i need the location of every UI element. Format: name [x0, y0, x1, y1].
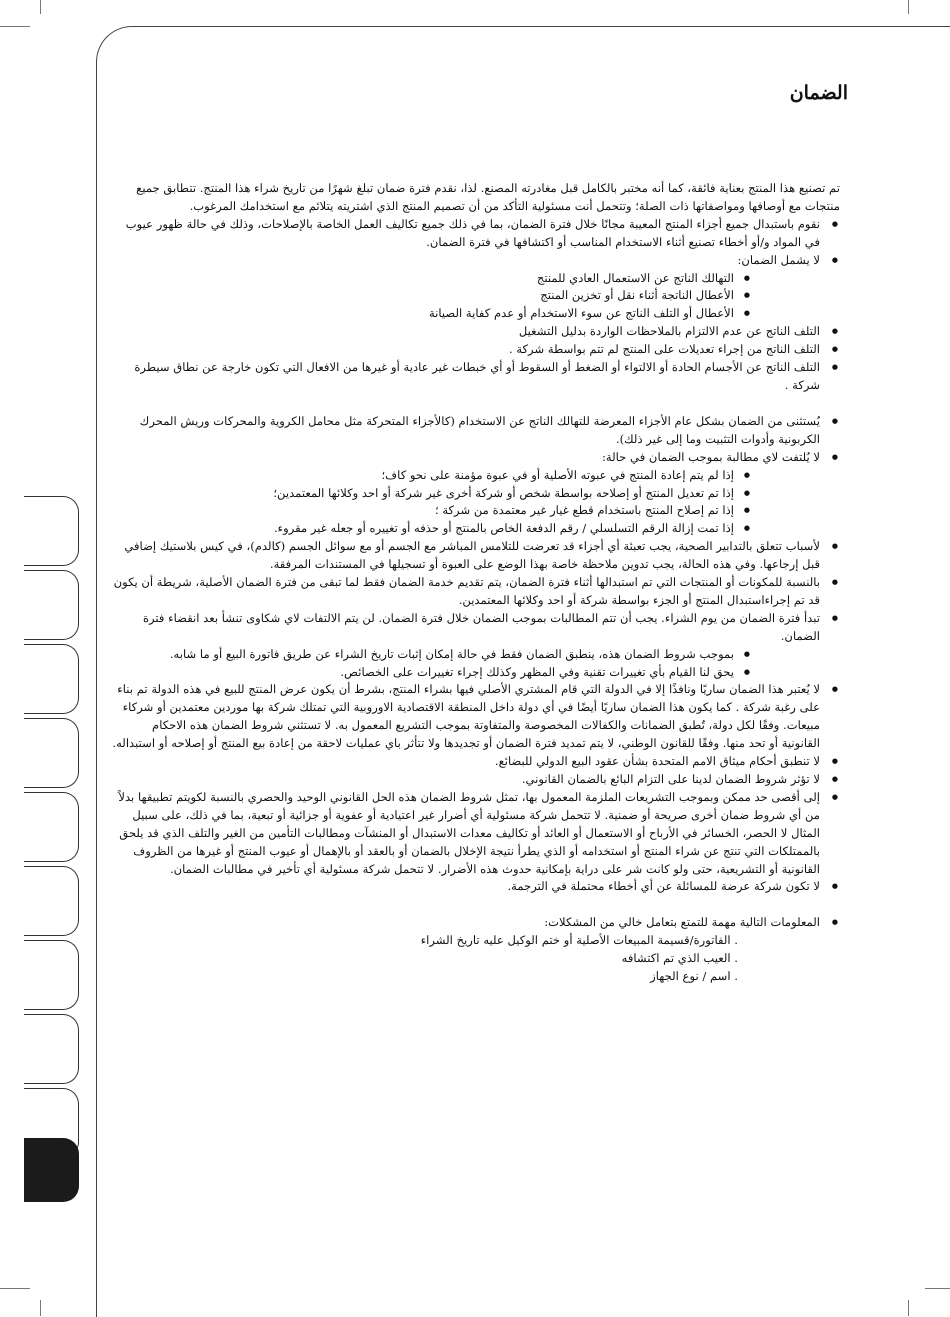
- list-item: ● التلف الناتج عن عدم الالتزام بالملاحظات الواردة بدليل التشغيل: [112, 323, 840, 341]
- list-item: ● بالنسبة للمكونات أو المنتجات التي تم استبدالها أثناء فترة الضمان، يتم تقديم خدمة الضمان فقط لما تبقى من فترة الضمان الأصلية، شريطة أن يكون قد تم إجراءاستبدال المنتج أو الجزء بواسطة شركة أو احد وكلائها المعتمدين.: [112, 574, 840, 610]
- side-tab-active: [24, 1138, 79, 1202]
- list-item: ● لا تؤثر شروط الضمان لدينا على التزام البائع بالضمان القانوني.: [112, 771, 840, 789]
- list-item: ● المعلومات التالية مهمة للتمتع بتعامل خالي من المشكلات:: [112, 914, 840, 932]
- list-item: ● التهالك الناتج عن الاستعمال العادي للمنتج: [112, 270, 840, 288]
- list-item: ● لا يشمل الضمان:: [112, 252, 840, 270]
- section-5: [112, 681, 840, 896]
- list-item: ● الأعطال الناتجة أثناء نقل أو تخزين المنتج: [112, 287, 840, 305]
- crop-mark: [0, 1288, 30, 1289]
- list-item: ● إذا تمت إزالة الرقم التسلسلي / رقم الدفعة الخاص بالمنتج أو حذفه أو تغييره أو جعله غير مقروء.: [112, 520, 840, 538]
- side-tab: [24, 570, 79, 640]
- conditions-list: [112, 646, 840, 682]
- not-covered-list: [112, 270, 840, 324]
- list-item: ● التلف الناتج عن الأجسام الحادة أو الالتواء أو الضغط أو السقوط أو أي خبطات غير عادية أو غيرها من الافعال التي تكون خارجة عن نطاق سيطرة شركة .: [112, 359, 840, 395]
- side-tab: [24, 718, 79, 788]
- section-6: [112, 914, 840, 932]
- section-3: [112, 413, 840, 467]
- spacer: [112, 896, 840, 914]
- side-tab: [24, 866, 79, 936]
- info-list: [112, 932, 840, 986]
- warranty-text: [112, 180, 840, 986]
- list-item: ● الأعطال أو التلف الناتج عن سوء الاستخدام أو عدم كفاية الصيانة: [112, 305, 840, 323]
- list-item: ● لا يُلتفت لاي مطالبة بموجب الضمان في حالة:: [112, 449, 840, 467]
- info-item: . اسم / نوع الجهاز: [650, 969, 738, 984]
- list-item: ● بموجب شروط الضمان هذه، ينطبق الضمان فقط في حالة إمكان إثبات تاريخ الشراء عن طريق فاتورة البيع أو ما شابه.: [112, 646, 840, 664]
- section-4: [112, 538, 840, 645]
- list-item: ● التلف الناتج من إجراء تعديلات على المنتج لم تتم بواسطة شركة .: [112, 341, 840, 359]
- spacer: [112, 395, 840, 413]
- list-item: ● نقوم باستبدال جميع أجزاء المنتج المعيبة مجانًا خلال فترة الضمان، بما في ذلك جميع تكاليف العمل الخاصة بالإصلاحات، وذلك في حالة ظهور عيوب في المواد و/أو أخطاء تصنيع أثناء الاستخدام المناسب أو اكتشافها في فترة الضمان.: [112, 216, 840, 252]
- info-item: . الفاتورة/قسيمة المبيعات الأصلية أو ختم الوكيل عليه تاريخ الشراء: [420, 933, 738, 948]
- list-item: ● إلى أقصى حد ممكن وبموجب التشريعات الملزمة المعمول بها، تمثل شروط الضمان هذه الحل القانوني الوحيد والحصري بالنسبة لكويتم تطبيقها بدلاً من أي شروط ضمان أخرى صريحة أو ضمنية. لا تتحمل شركة مسئولية أي أضرار غير اعتيادية أو عفوية أو جزائية أو تبعية، بما في ذلك، على سبيل المثال لا الحصر، الخسائر في الأرباح أو الاستعمال أو العائد أو تكاليف معدات الاستبدال أو المنشآت ومطالبات التأمين من الغير والتلف الذي قد يلحق بالممتلكات التي تنتج عن شراء المنتج أو استخدامه أو الذي يطرأ نتيجة الإخلال بالضمان أو بالعقد أو بالإهمال أو عيوب المنتج أو غيرها من الظروف القانونية أو التشريعية، حتى ولو كانت شر على دراية بإمكانية حدوث هذه الأضرار. لا تتحمل شركة مسئولية أي تأخير في مطالبات الضمان.: [112, 789, 840, 879]
- side-tab: [24, 644, 79, 714]
- list-item: ● لأسباب تتعلق بالتدابير الصحية، يجب تعبئة أي أجزاء قد تعرضت للتلامس المباشر مع الجسم أو مع سوائل الجسم (كالدم)، في كيس بلاستيك إضافي قبل إرجاعها. وفي هذه الحالة، يجب تدوين ملاحظة خاصة بهذا الوضع على العبوة أو تسجيلها في المستندات المرفقة.: [112, 538, 840, 574]
- crop-mark: [908, 0, 909, 14]
- side-tab: [24, 940, 79, 1010]
- list-item: ● لا تنطبق أحكام ميثاق الامم المتحدة بشأن عقود البيع الدولي للبضائع.: [112, 753, 840, 771]
- claims-rejected-list: [112, 467, 840, 539]
- side-tab: [24, 792, 79, 862]
- list-item: ● إذا تم تعديل المنتج أو إصلاحه بواسطة شخص أو شركة أخرى غير شركة أو احد وكلائها المعتمدين؛: [112, 485, 840, 503]
- side-tab: [24, 1014, 79, 1084]
- info-item: . العيب الذي تم اكتشافه: [621, 951, 738, 966]
- side-tab: [24, 496, 79, 566]
- section-1: [112, 216, 840, 270]
- list-item: ● إذا لم يتم إعادة المنتج في عبوته الأصلية أو في عبوة مؤمنة على نحو كاف؛: [112, 467, 840, 485]
- section-2: [112, 323, 840, 395]
- page-title: الضمان: [789, 82, 848, 104]
- intro-paragraph: تم تصنيع هذا المنتج بعناية فائقة، كما أنه مختبر بالكامل قبل مغادرته المصنع. لذا، نقدم فترة ضمان تبلغ شهرًا من تاريخ شراء هذا المنتج. تتطابق جميع منتجات مع أوصافها ومواصفاتها ذات الصلة؛ وتتحمل أنت مسئولية التأكد من أن تصميم المنتج الذي اشتريته يتلائم مع استخدامك المرغوب.: [136, 181, 840, 213]
- list-item: ● يحق لنا القيام بأي تغييرات تقنية وفي المظهر وكذلك إجراء تغييرات على الخصائص.: [112, 664, 840, 682]
- list-item: ● يُستثنى من الضمان بشكل عام الأجزاء المعرضة للتهالك الناتج عن الاستخدام (كالأجزاء المتحركة مثل محامل الكروية والمحركات وريش المحرك الكربونية وأدوات التثبيت وما إلى غير ذلك).: [112, 413, 840, 449]
- crop-mark: [40, 0, 41, 14]
- list-item: ● إذا تم إصلاح المنتج باستخدام قطع غيار غير معتمدة من شركة ؛: [112, 502, 840, 520]
- list-item: ● لا يُعتبر هذا الضمان ساريًا ونافذًا إلا في الدولة التي قام المشتري الأصلي فيها بشراء المنتج، بشرط أن يكون عرض المنتج للبيع في هذه الدولة تم بناء على رغبة شركة . كما يكون هذا الضمان ساريًا أيضًا في أي دولة داخل المنطقة الاقتصادية الاوروبية التي تمتلك شركة بها موردين معتمدين أو شركاء مبيعات. وفقًا لكل دولة، تُطبق الضمانات والكفالات المخصوصة والمتفاوتة بموجب التشريع المعمول به. لا تستثني شروط الضمان هذه الاحكام القانونية أو تحد منها. وفقًا للقانون الوطني، لا يتم تمديد فترة الضمان أو تجديدها ولا تتأثر باي عمليات لاحقة من إعادة بيع المنتج أو إصلاحه أو استبداله.: [112, 681, 840, 753]
- list-item: ● تبدأ فترة الضمان من يوم الشراء. يجب أن تتم المطالبات بموجب الضمان خلال فترة الضمان. لن يتم الالتفات لاي شكاوى تنشأ بعد انقضاء فترة الضمان.: [112, 610, 840, 646]
- crop-mark: [0, 26, 30, 27]
- crop-mark: [40, 1300, 41, 1316]
- list-item: ● لا تكون شركة عرضة للمسائلة عن أي أخطاء محتملة في الترجمة.: [112, 878, 840, 896]
